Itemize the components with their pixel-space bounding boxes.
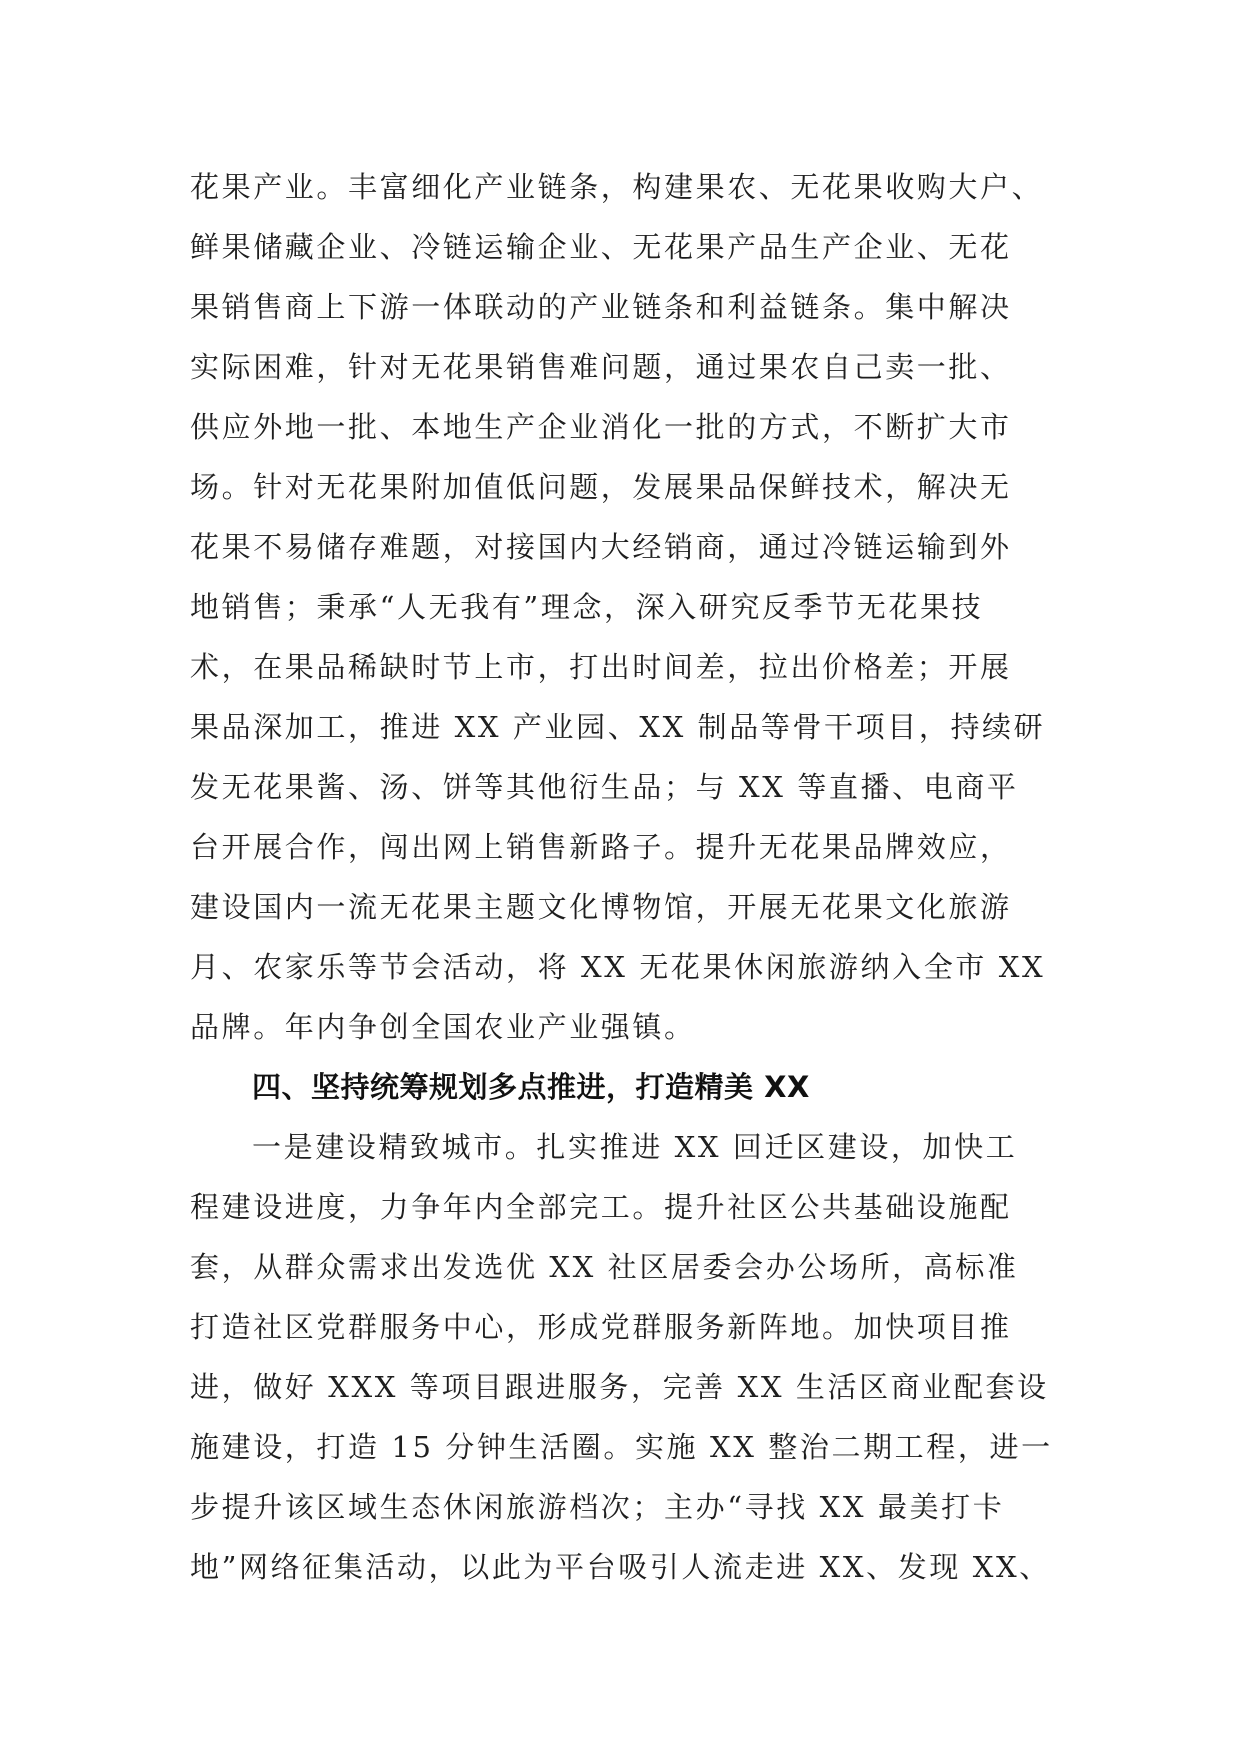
paragraph-line: 实际困难，针对无花果销售难问题，通过果农自己卖一批、 — [190, 350, 1012, 384]
paragraph-line: 场。针对无花果附加值低问题，发展果品保鲜技术，解决无 — [190, 470, 1012, 504]
paragraph-line: 发无花果酱、汤、饼等其他衍生品；与 XX 等直播、电商平 — [190, 770, 1019, 804]
paragraph-line: 果销售商上下游一体联动的产业链条和利益链条。集中解决 — [190, 290, 1012, 324]
paragraph-line: 步提升该区域生态休闲旅游档次；主办“寻找 XX 最美打卡 — [190, 1490, 1005, 1524]
paragraph-line: 供应外地一批、本地生产企业消化一批的方式，不断扩大市 — [190, 410, 1012, 444]
paragraph-line: 进，做好 XXX 等项目跟进服务，完善 XX 生活区商业配套设 — [190, 1370, 1049, 1404]
paragraph-line: 程建设进度，力争年内全部完工。提升社区公共基础设施配 — [190, 1190, 1012, 1224]
paragraph-line: 打造社区党群服务中心，形成党群服务新阵地。加快项目推 — [190, 1310, 1012, 1344]
paragraph-line: 地”网络征集活动，以此为平台吸引人流走进 XX、发现 XX、 — [190, 1550, 1051, 1584]
paragraph-line: 果品深加工，推进 XX 产业园、XX 制品等骨干项目，持续研 — [190, 710, 1046, 744]
paragraph-line: 品牌。年内争创全国农业产业强镇。 — [190, 1010, 696, 1044]
section-heading: 四、坚持统筹规划多点推进，打造精美 XX — [252, 1070, 810, 1104]
paragraph-line: 一是建设精致城市。扎实推进 XX 回迁区建设，加快工 — [252, 1130, 1018, 1164]
paragraph-line: 月、农家乐等节会活动，将 XX 无花果休闲旅游纳入全市 XX — [190, 950, 1046, 984]
paragraph-line: 建设国内一流无花果主题文化博物馆，开展无花果文化旅游 — [190, 890, 1012, 924]
paragraph-line: 鲜果储藏企业、冷链运输企业、无花果产品生产企业、无花 — [190, 230, 1012, 264]
paragraph-line: 花果产业。丰富细化产业链条，构建果农、无花果收购大户、 — [190, 170, 1044, 204]
paragraph-line: 术，在果品稀缺时节上市，打出时间差，拉出价格差；开展 — [190, 650, 1012, 684]
paragraph-line: 台开展合作，闯出网上销售新路子。提升无花果品牌效应， — [190, 830, 1012, 864]
paragraph-line: 花果不易储存难题，对接国内大经销商，通过冷链运输到外 — [190, 530, 1012, 564]
paragraph-line: 地销售；秉承“人无我有”理念，深入研究反季节无花果技 — [190, 590, 984, 624]
paragraph-line: 施建设，打造 15 分钟生活圈。实施 XX 整治二期工程，进一 — [190, 1430, 1053, 1464]
document-page — [190, 157, 1051, 1597]
paragraph-line: 套，从群众需求出发选优 XX 社区居委会办公场所，高标准 — [190, 1250, 1019, 1284]
